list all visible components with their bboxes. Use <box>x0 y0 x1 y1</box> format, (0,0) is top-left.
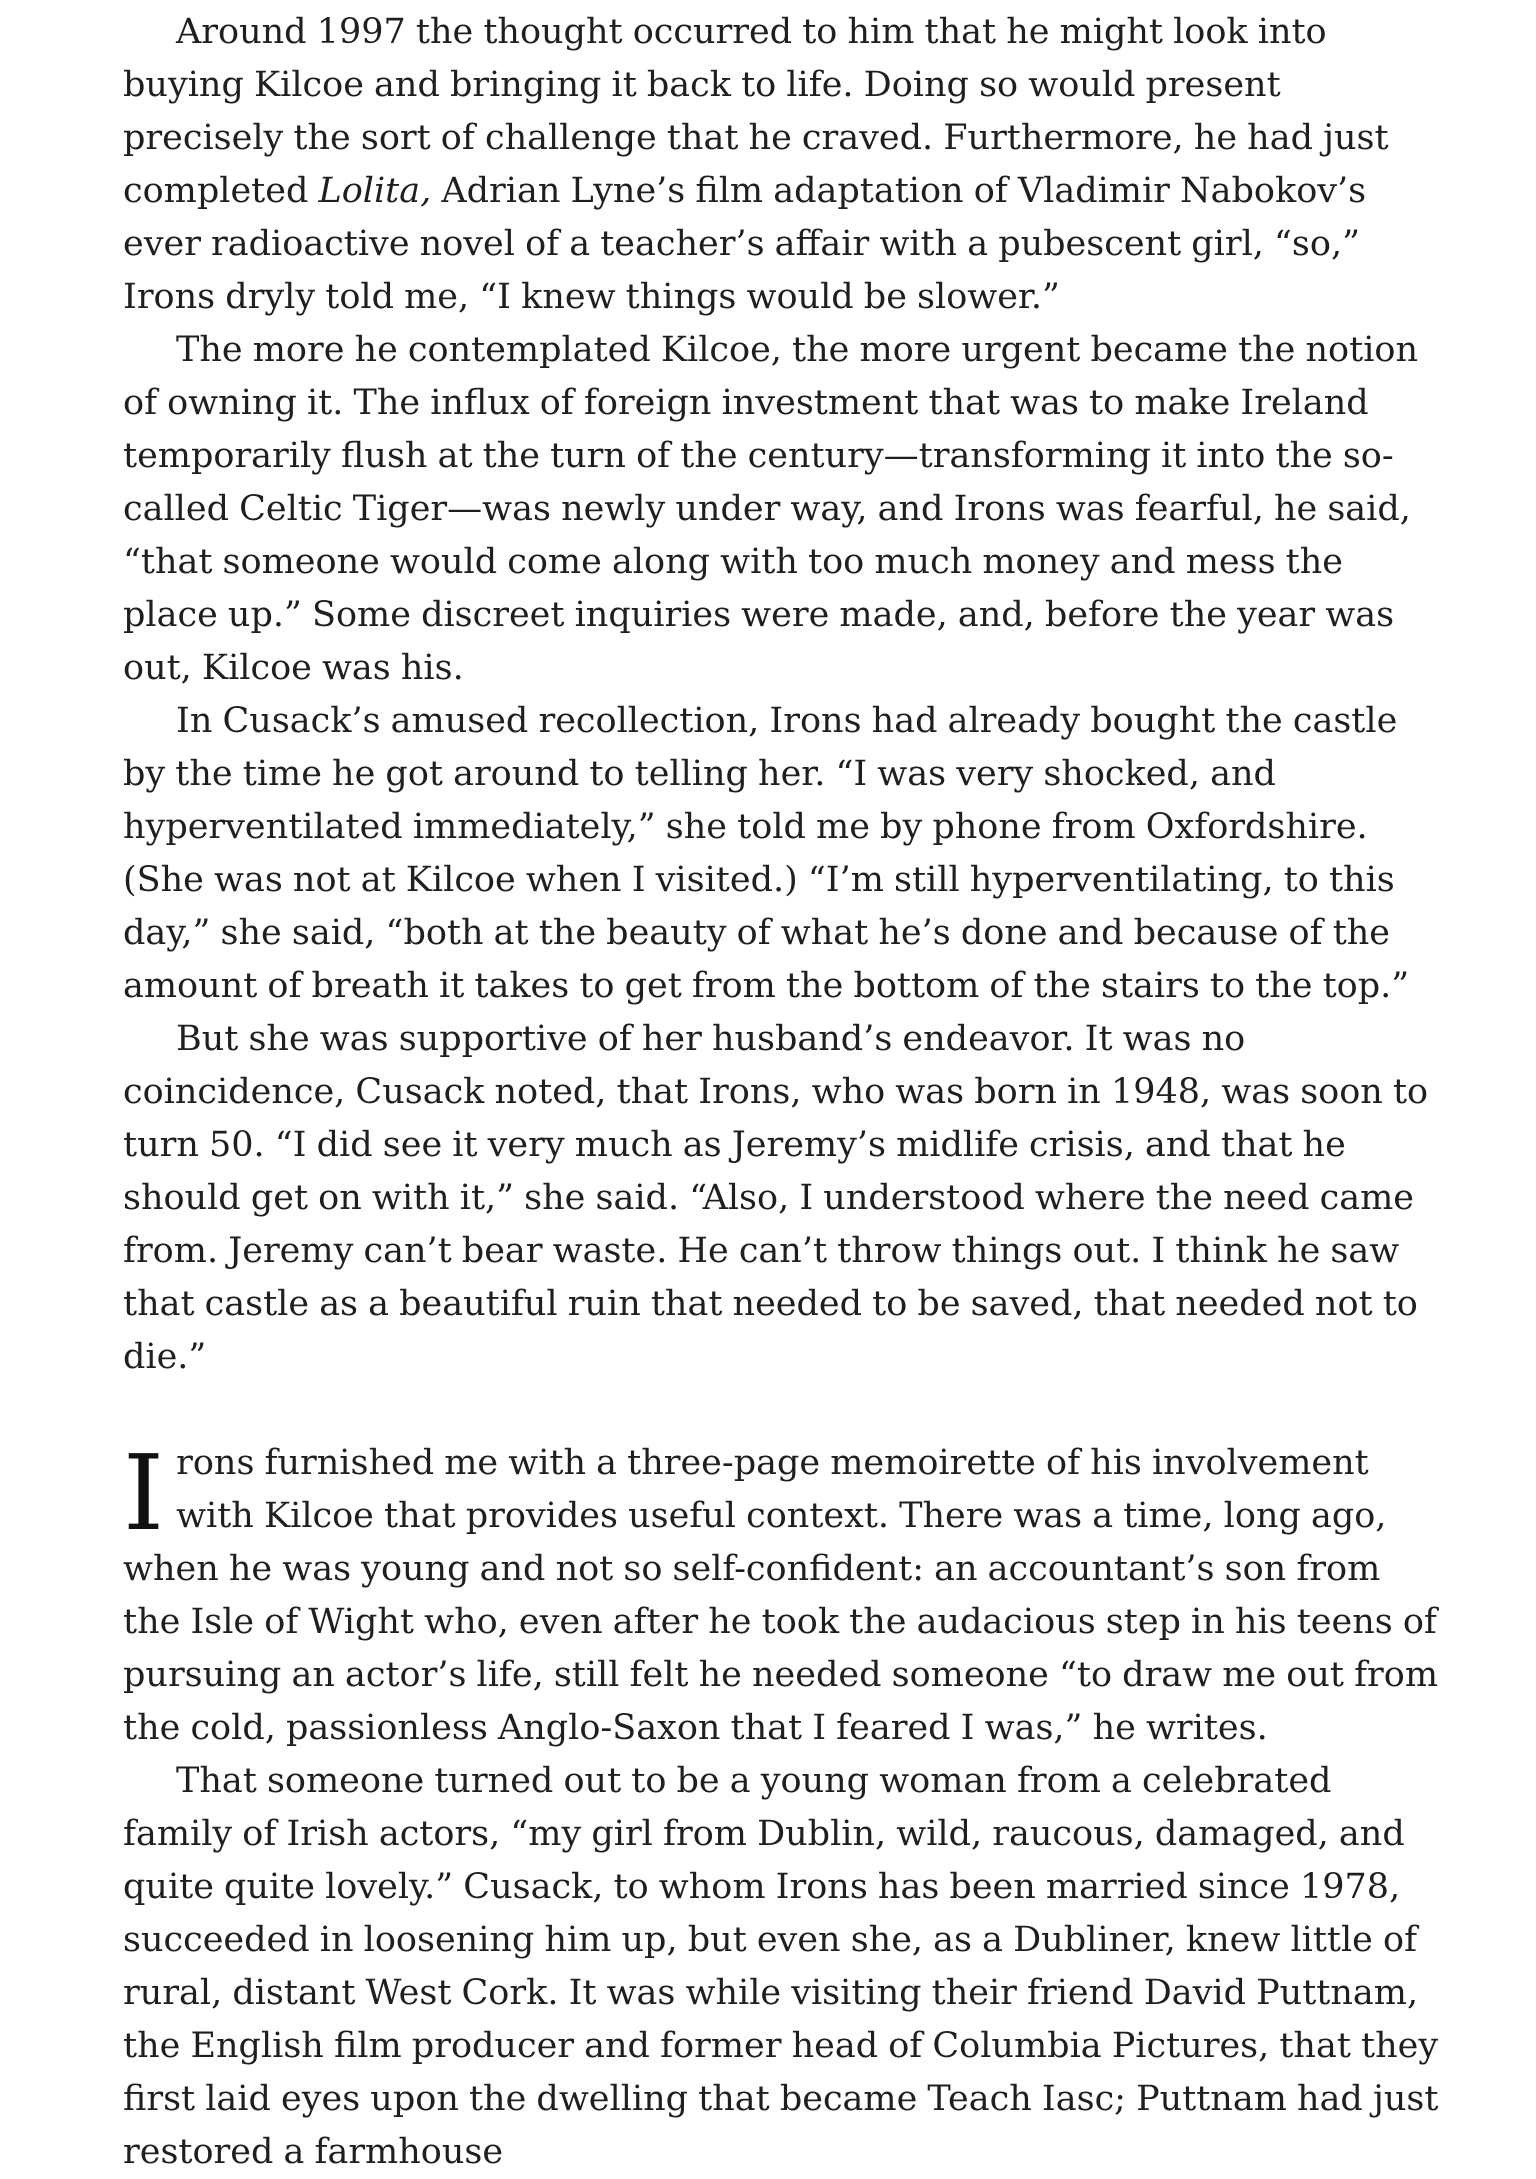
paragraph-4 <box>123 1013 1445 1384</box>
film-title-lolita: Lolita, <box>318 171 432 211</box>
article-body <box>123 6 1445 2179</box>
paragraph-3 <box>123 695 1445 1013</box>
paragraph-1-text-start: Around 1997 the thought occurred to him that he might look into buying Kilcoe and bringing it back to life. Doing so would present precisely the sort of challenge that he craved. Furthermore, he had just completed <box>123 12 1389 211</box>
drop-cap: I <box>123 1432 165 1554</box>
paragraph-1-text-end: Adrian Lyne’s film adaptation of Vladimir Nabokov’s ever radioactive novel of a teacher’s affair with a pubescent girl, “so,” Irons dryly told me, “I knew things would be slower.” <box>123 171 1367 317</box>
paragraph-2-text: The more he contemplated Kilcoe, the more urgent became the notion of owning it. The influx of foreign investment that was to make Ireland temporarily flush at the turn of the century—transforming it into the so-called Celtic Tiger—was newly under way, and Irons was fearful, he said, “that someone would come along with too much money and mess the place up.” Some discreet inquiries were made, and, before the year was out, Kilcoe was his. <box>123 330 1419 688</box>
section-2-paragraph-2 <box>123 1755 1445 2179</box>
section-2-paragraph-1-text: rons furnished me with a three-page memoirette of his involvement with Kilcoe that provides useful context. There was a time, long ago, when he was young and not so self-confident: an accountant’s son from the Isle of Wight who, even after he took the audacious step in his teens of pursuing an actor’s life, still felt he needed someone “to draw me out from the cold, passionless Anglo-Saxon that I feared I was,” he writes. <box>123 1443 1439 1748</box>
paragraph-1 <box>123 6 1445 324</box>
paragraph-2 <box>123 324 1445 695</box>
paragraph-3-text: In Cusack’s amused recollection, Irons had already bought the castle by the time he got around to telling her. “I was very shocked, and hyperventilated immediately,” she told me by phone from Oxfordshire. (She was not at Kilcoe when I visited.) “I’m still hyperventilating, to this day,” she said, “both at the beauty of what he’s done and because of the amount of breath it takes to get from the bottom of the stairs to the top.” <box>123 701 1410 1006</box>
section-2-paragraph-1 <box>123 1432 1445 1755</box>
paragraph-4-text: But she was supportive of her husband’s endeavor. It was no coincidence, Cusack noted, that Irons, who was born in 1948, was soon to turn 50. “I did see it very much as Jeremy’s midlife crisis, and that he should get on with it,” she said. “Also, I understood where the need came from. Jeremy can’t bear waste. He can’t throw things out. I think he saw that castle as a beautiful ruin that needed to be saved, that needed not to die.” <box>123 1019 1429 1377</box>
section-break <box>123 1384 1445 1437</box>
section-2-paragraph-2-text: That someone turned out to be a young woman from a celebrated family of Irish actors, “my girl from Dublin, wild, raucous, damaged, and quite quite lovely.” Cusack, to whom Irons has been married since 1978, succeeded in loosening him up, but even she, as a Dubliner, knew little of rural, distant West Cork. It was while visiting their friend David Puttnam, the English film producer and former head of Columbia Pictures, that they first laid eyes upon the dwelling that became Teach Iasc; Puttnam had just restored a farmhouse <box>123 1761 1439 2172</box>
